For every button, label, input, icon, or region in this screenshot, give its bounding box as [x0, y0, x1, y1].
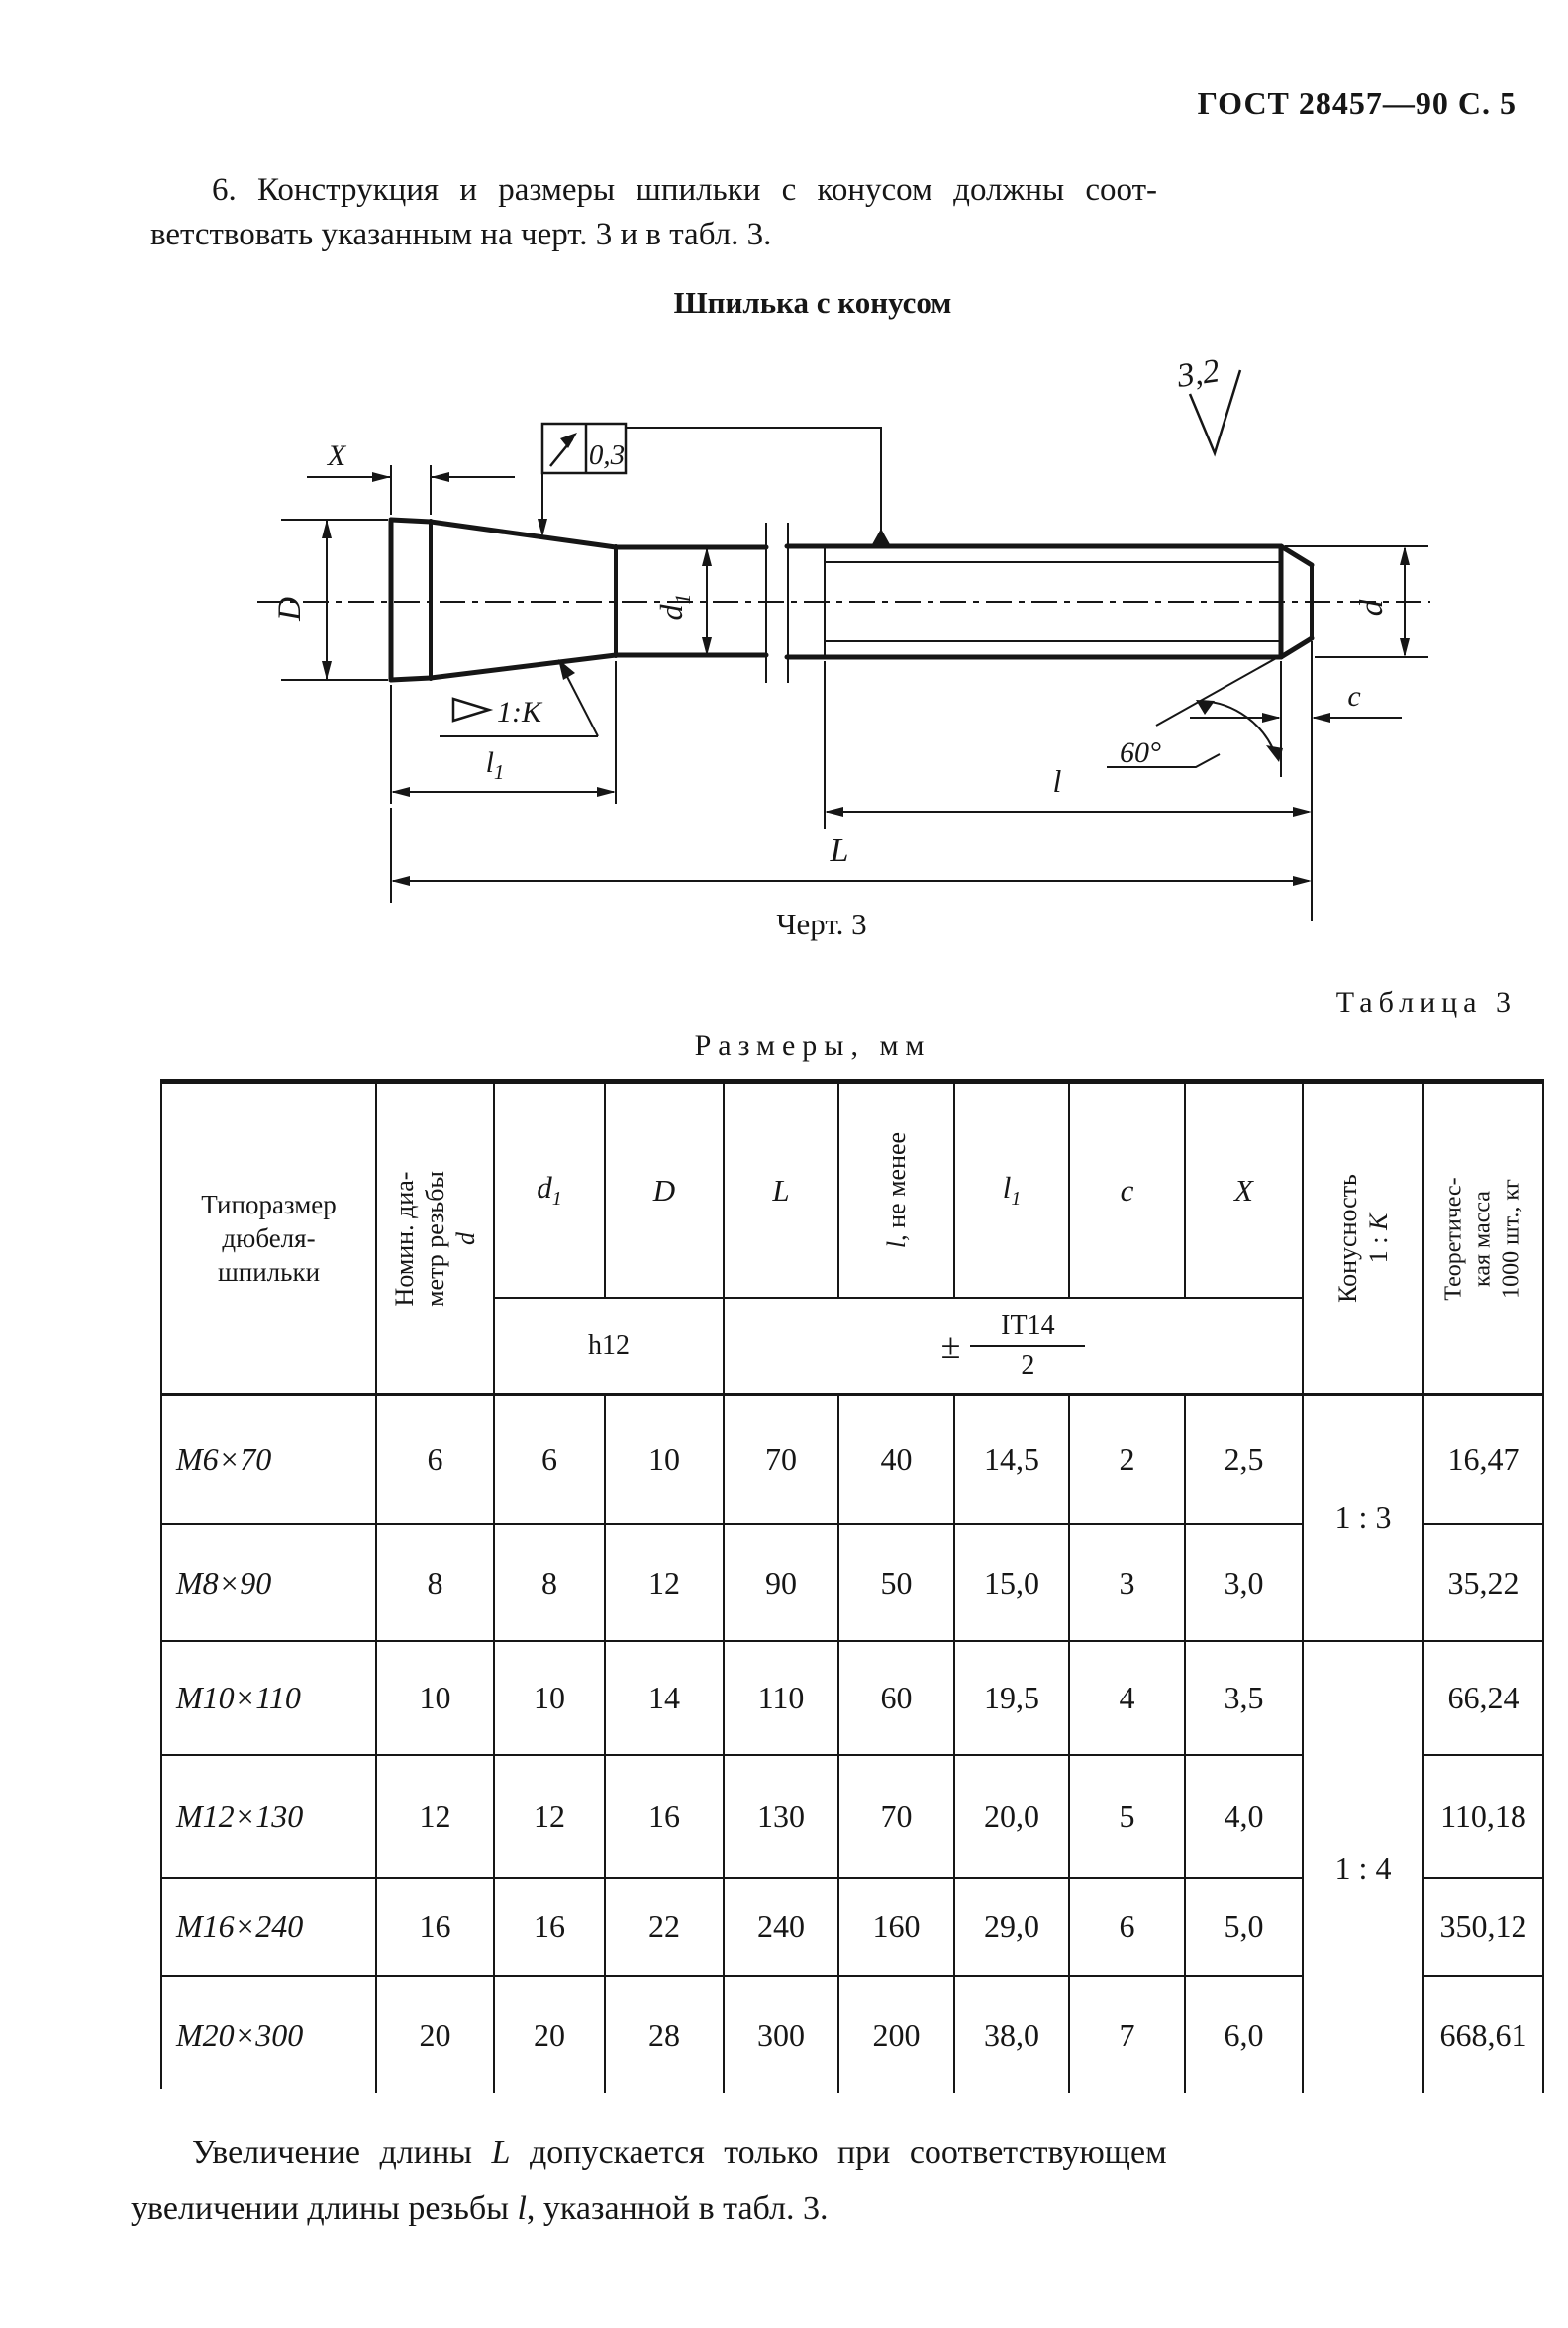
table-cell: 6: [377, 1396, 495, 1525]
table-cell: 50: [839, 1525, 955, 1642]
footer-line-1: Увеличение длины L допускается только при соответствующем: [192, 2134, 1167, 2171]
label-l: l: [1052, 763, 1062, 799]
table-cell: 40: [839, 1396, 955, 1525]
table-cell: 10: [606, 1396, 725, 1525]
drawing-title: Шпилька с конусом: [673, 285, 952, 320]
table-cell: 60: [839, 1642, 955, 1756]
label-c: c: [1347, 680, 1361, 713]
dimension-l: [825, 661, 1312, 829]
header-cell-D: D: [606, 1084, 725, 1297]
table-cell: 16: [377, 1879, 495, 1977]
table-cell: 4: [1070, 1642, 1186, 1756]
table-cell: 90: [725, 1525, 839, 1642]
header-cell-h12: h12: [495, 1297, 725, 1396]
table-cell: 5,0: [1186, 1879, 1304, 1977]
header-cell-it14: ± $\frac{IT14}{2}$: [725, 1297, 1304, 1396]
table-cell-mass: 668,61: [1424, 1977, 1544, 2093]
table-cell: 14,5: [955, 1396, 1070, 1525]
table-cell: 110: [725, 1642, 839, 1756]
header-cell-taper: Конусность 1 : K: [1304, 1084, 1424, 1396]
stud-outline: [391, 520, 1312, 680]
table-cell: 8: [495, 1525, 606, 1642]
header-cell-l1: $l_1$: [955, 1084, 1070, 1297]
table-cell: 5: [1070, 1756, 1186, 1879]
header-cell-l-min: l, не менее: [839, 1084, 955, 1297]
table-cell: 70: [839, 1756, 955, 1879]
table-cell: 16: [606, 1756, 725, 1879]
table-cell: 10: [377, 1642, 495, 1756]
table-cell: 38,0: [955, 1977, 1070, 2093]
table-cell: 160: [839, 1879, 955, 1977]
table-cell: 8: [377, 1525, 495, 1642]
table-cell: 29,0: [955, 1879, 1070, 1977]
table-cell: 12: [606, 1525, 725, 1642]
table-cell: 200: [839, 1977, 955, 2093]
table-cell: 240: [725, 1879, 839, 1977]
table-cell: 2: [1070, 1396, 1186, 1525]
dimension-L: [391, 808, 1312, 903]
table-cell: 12: [495, 1756, 606, 1879]
table-cell: 130: [725, 1756, 839, 1879]
header-cell-d1: $d_1$: [495, 1084, 606, 1297]
table-cell: 10: [495, 1642, 606, 1756]
table-cell: 300: [725, 1977, 839, 2093]
header-cell-nominal-diameter: Номин. диа- метр резьбы d: [377, 1084, 495, 1396]
label-L: L: [830, 832, 849, 869]
label-d: d: [1354, 599, 1390, 617]
table-cell: 2,5: [1186, 1396, 1304, 1525]
dimensions-table: [160, 1079, 1544, 2089]
table-cell: 16: [495, 1879, 606, 1977]
table-cell-type: М6×70: [162, 1396, 377, 1525]
label-X: X: [327, 439, 346, 472]
table-caption: Таблица 3: [1335, 986, 1517, 1018]
taper-group-cell: 1 : 3: [1304, 1396, 1424, 1642]
header-cell-type: Типоразмер дюбеля- шпильки: [162, 1084, 377, 1396]
header-cell-X: X: [1186, 1084, 1304, 1297]
table-cell-mass: 66,24: [1424, 1642, 1544, 1756]
label-angle: 60°: [1120, 736, 1161, 769]
table-cell: 3: [1070, 1525, 1186, 1642]
technical-drawing: [198, 327, 1445, 940]
table-cell-type: М10×110: [162, 1642, 377, 1756]
header-cell-c: c: [1070, 1084, 1186, 1297]
label-D: D: [272, 597, 308, 621]
label-tolerance: 0,3: [588, 439, 626, 471]
table-cell: 20,0: [955, 1756, 1070, 1879]
table-cell: 20: [495, 1977, 606, 2093]
footer-note: [131, 2124, 1513, 2237]
table-cell: 3,0: [1186, 1525, 1304, 1642]
table-cell-mass: 350,12: [1424, 1879, 1544, 1977]
intro-line-1: 6. Конструкция и размеры шпильки с конусом должны соот-: [212, 172, 1158, 208]
table-subtitle: Размеры, мм: [694, 1029, 931, 1062]
header-cell-mass: Теоретичес- кая масса 1000 шт., кг: [1424, 1084, 1544, 1396]
table-cell: 3,5: [1186, 1642, 1304, 1756]
fraction-bar: [970, 1345, 1085, 1347]
table-cell: 19,5: [955, 1642, 1070, 1756]
table-cell-type: М20×300: [162, 1977, 377, 2093]
label-roughness: 3,2: [1174, 352, 1223, 395]
table-cell: 20: [377, 1977, 495, 2093]
page-header: ГОСТ 28457—90 С. 5: [1197, 85, 1517, 121]
table-cell: 6,0: [1186, 1977, 1304, 2093]
intro-line-2: ветствовать указанным на черт. 3 и в табл. 3.: [150, 217, 772, 252]
footer-line-2: увеличении длины резьбы l, указанной в табл. 3.: [131, 2190, 829, 2227]
table-cell-mass: 35,22: [1424, 1525, 1544, 1642]
table-cell: 4,0: [1186, 1756, 1304, 1879]
label-l1: $l_1$: [485, 746, 505, 784]
table-cell-type: М16×240: [162, 1879, 377, 1977]
table-cell: 14: [606, 1642, 725, 1756]
table-cell: 70: [725, 1396, 839, 1525]
dimension-X: [307, 465, 515, 515]
table-cell: 28: [606, 1977, 725, 2093]
intro-paragraph: [150, 168, 1475, 257]
table-cell-mass: 110,18: [1424, 1756, 1544, 1879]
header-cell-L: L: [725, 1084, 839, 1297]
table-cell: 12: [377, 1756, 495, 1879]
table-cell: 15,0: [955, 1525, 1070, 1642]
table-cell-type: М12×130: [162, 1756, 377, 1879]
table-cell-type: М8×90: [162, 1525, 377, 1642]
table-cell: 6: [1070, 1879, 1186, 1977]
table-cell: 22: [606, 1879, 725, 1977]
taper-group-cell: 1 : 4: [1304, 1642, 1424, 2093]
drawing-caption: Черт. 3: [776, 907, 867, 941]
label-d1: $d_1$: [653, 593, 695, 621]
table-cell: 7: [1070, 1977, 1186, 2093]
table-cell-mass: 16,47: [1424, 1396, 1544, 1525]
table-cell: 6: [495, 1396, 606, 1525]
label-taper: 1:K: [497, 696, 541, 728]
